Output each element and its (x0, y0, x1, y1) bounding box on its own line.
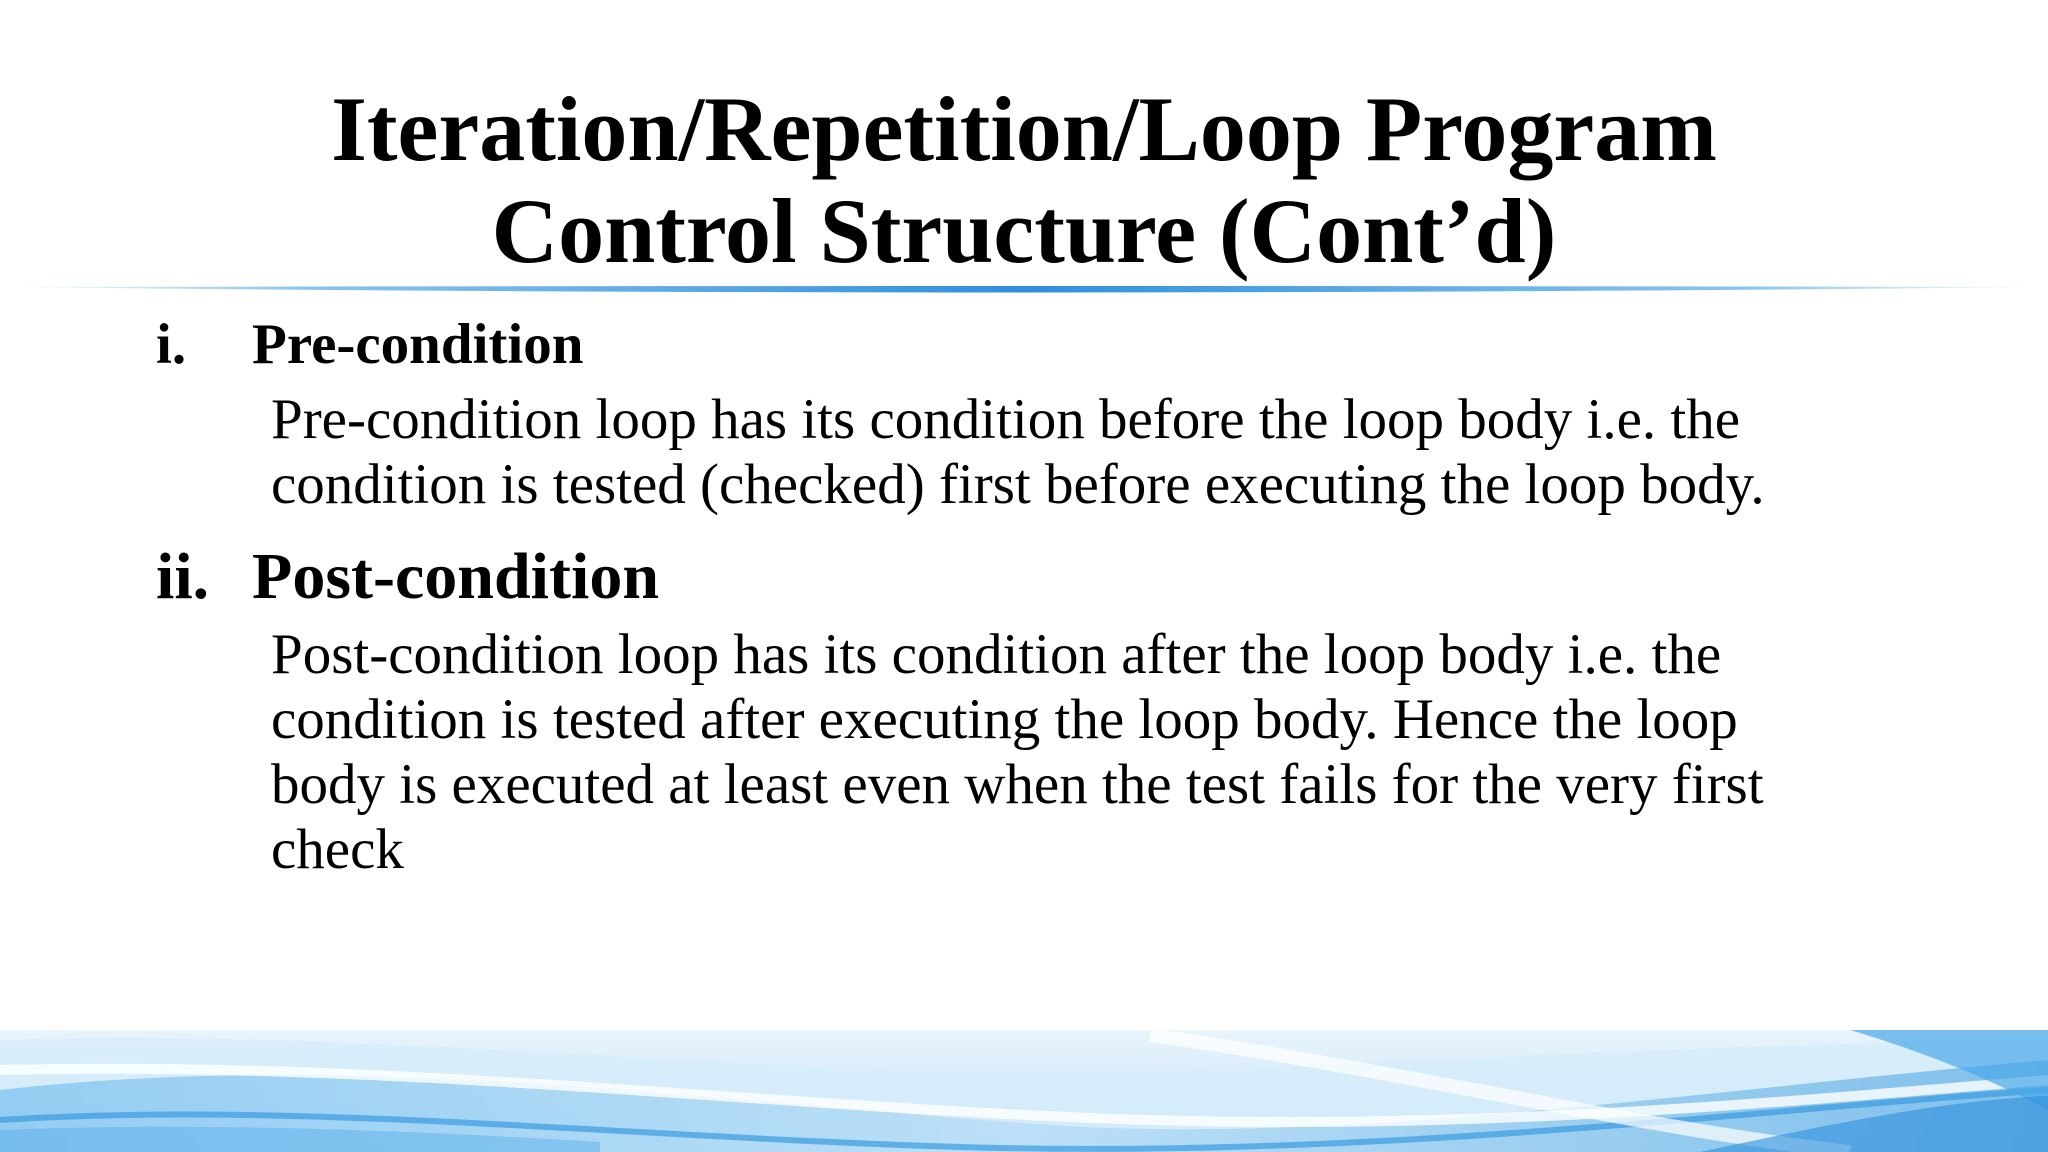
item-description (271, 622, 1891, 882)
item-heading: Pre-condition (252, 313, 584, 376)
title-line-1: Iteration/Repetition/Loop Program (331, 78, 1717, 180)
slide-title (0, 78, 2048, 282)
description-line: condition is tested (checked) first before executing the loop body. (271, 453, 1765, 516)
title-divider (0, 283, 2048, 301)
footer-wave-decoration (0, 1030, 2048, 1152)
item-heading: Post-condition (252, 540, 660, 613)
description-line: body is executed at least even when the test fails for the very first (271, 753, 1764, 816)
description-line: Post-condition loop has its condition after the loop body i.e. the (271, 623, 1722, 686)
title-line-2: Control Structure (Cont’d) (491, 180, 1557, 282)
item-description (271, 387, 1891, 517)
item-numeral: ii. (156, 540, 210, 613)
description-line: condition is tested after executing the loop body. Hence the loop (271, 688, 1738, 751)
description-line: check (271, 818, 404, 881)
description-line: Pre-condition loop has its condition before the loop body i.e. the (271, 388, 1741, 451)
item-numeral: i. (156, 313, 187, 376)
